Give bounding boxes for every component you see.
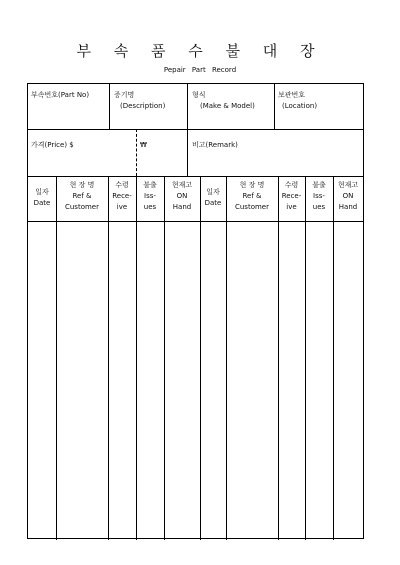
column-header-line: ON	[342, 192, 354, 200]
model-label-ko: 형식	[192, 91, 206, 99]
column-header-line: 수령	[115, 181, 129, 189]
location-label-en: (Location)	[282, 102, 318, 110]
column-header	[108, 180, 136, 213]
column-header-line: 일자	[35, 188, 49, 196]
column-header	[305, 180, 333, 213]
column-header-line: 불출	[143, 181, 157, 189]
column-header-line: 현재고	[337, 181, 359, 189]
column-header-line: ive	[286, 203, 297, 211]
model-label-en: (Make & Model)	[200, 102, 255, 110]
column-header-line: Date	[33, 199, 51, 207]
info-row-divider	[28, 129, 363, 130]
column-header-line: ON	[176, 192, 188, 200]
header-top-divider	[28, 176, 363, 177]
column-header	[28, 187, 56, 209]
column-header	[56, 180, 108, 213]
column-header-line: Hand	[172, 203, 192, 211]
column-header-line: 수령	[284, 181, 299, 189]
info-divider-1	[109, 84, 110, 129]
column-header	[136, 180, 164, 213]
remark-divider	[187, 129, 188, 176]
column-header-line: Iss-	[313, 192, 325, 200]
column-header	[164, 180, 200, 213]
column-header	[226, 180, 278, 213]
column-header-line: Rece-	[281, 192, 302, 200]
column-header	[200, 187, 226, 209]
won-symbol: ₩	[140, 141, 147, 149]
location-label-ko: 보관번호	[278, 91, 306, 99]
column-header-line: Hand	[338, 203, 358, 211]
price-dashed-divider	[136, 129, 137, 176]
info-divider-3	[274, 84, 275, 129]
column-header-line: 현재고	[171, 181, 193, 189]
description-label-ko: 증기명	[114, 91, 135, 99]
column-header	[278, 180, 305, 213]
document-title: 부 속 품 수 불 대 장	[76, 42, 324, 60]
column-header-line: ive	[116, 203, 128, 211]
column-header-line: Iss-	[144, 192, 156, 200]
column-header-line: Ref &	[242, 192, 262, 200]
price-label: 가격(Price) $	[31, 141, 74, 149]
record-form	[27, 83, 364, 539]
column-header-line: 현 장 명	[239, 181, 265, 189]
column-header-line: 불출	[312, 181, 326, 189]
part-no-label: 부속번호(Part No)	[31, 91, 90, 99]
column-header-line: ues	[312, 203, 326, 211]
column-header-line: Date	[204, 199, 222, 207]
column-header-line: ues	[143, 203, 157, 211]
table-body	[28, 222, 363, 539]
document-subtitle: Pepair Part Record	[163, 66, 237, 74]
column-header-line: Customer	[64, 203, 99, 211]
column-header-line: Ref &	[72, 192, 92, 200]
column-header-line: 일자	[206, 188, 220, 196]
description-label-en: (Description)	[120, 102, 166, 110]
info-divider-2	[187, 84, 188, 129]
remark-label: 비고(Remark)	[192, 141, 238, 149]
column-header-line: Customer	[234, 203, 269, 211]
column-header-line: Rece-	[112, 192, 132, 200]
column-header	[333, 180, 363, 213]
column-header-line: 현 장 명	[69, 181, 95, 189]
